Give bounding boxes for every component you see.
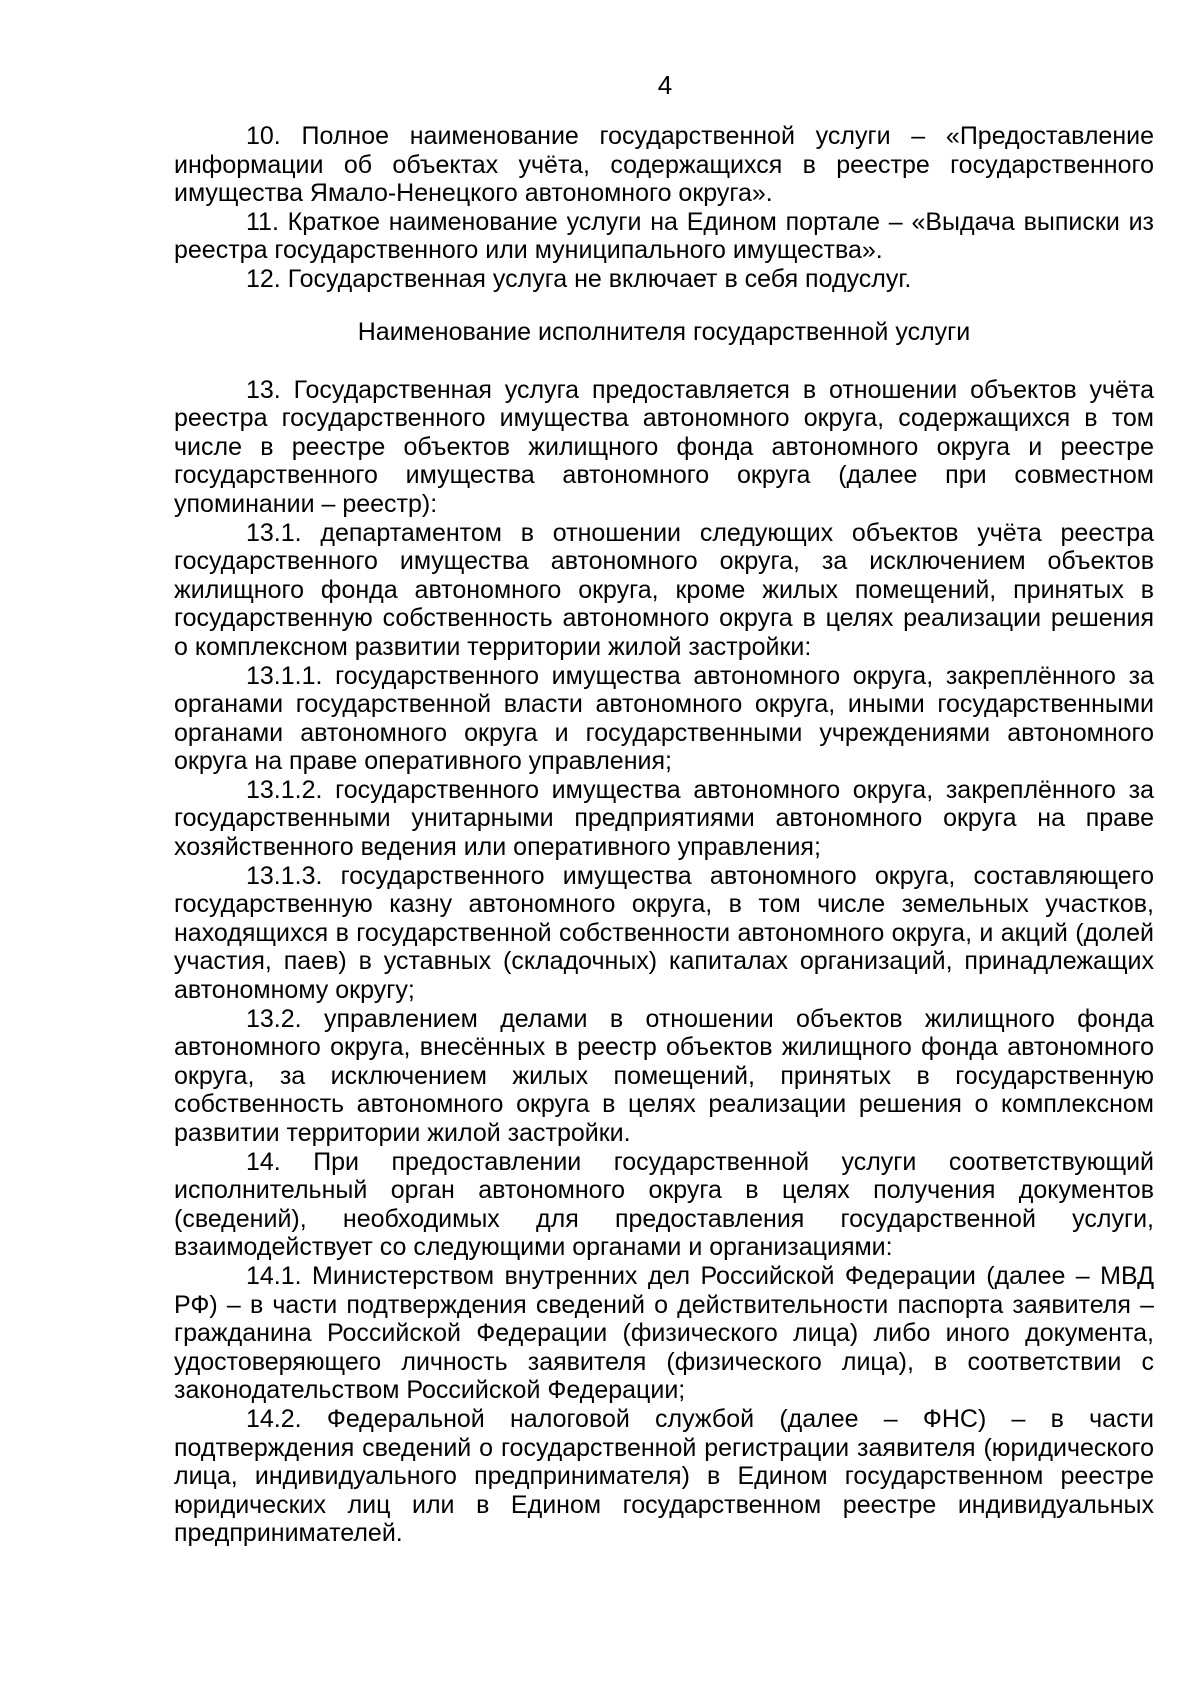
- paragraph-12: 12. Государственная услуга не включает в себя подуслуг.: [246, 264, 912, 293]
- paragraph-13-1-1: 13.1.1. государственного имущества автономного округа, закреплённого за органами государственной власти автономного округа, иными государственными органами автономного округа и государственными учреждениями автономного округа на праве оперативного управления;: [174, 661, 1154, 776]
- paragraph-13: 13. Государственная услуга предоставляется в отношении объектов учёта реестра государственного имущества автономного округа, содержащихся в том числе в реестре объектов жилищного фонда автономного округа и реестре государственного имущества автономного округа (далее при совместном упоминании – реестр):: [174, 375, 1154, 518]
- paragraph-13-1: 13.1. департаментом в отношении следующих объектов учёта реестра государственного имущества автономного округа, за исключением объектов жилищного фонда автономного округа, кроме жилых помещений, принятых в государственную собственность автономного округа в целях реализации решения о комплексном развитии территории жилой застройки:: [174, 518, 1154, 661]
- paragraph-10: 10. Полное наименование государственной услуги – «Предоставление информации об объектах учёта, содержащихся в реестре государственного имущества Ямало-Ненецкого автономного округа».: [174, 122, 1154, 208]
- section-heading: Наименование исполнителя государственной услуги: [357, 317, 971, 346]
- document-body: [174, 122, 1154, 1548]
- paragraph-13-2: 13.2. управлением делами в отношении объектов жилищного фонда автономного округа, внесённых в реестр объектов жилищного фонда автономного округа, за исключением жилых помещений, принятых в государственную собственность автономного округа в целях реализации решения о комплексном развитии территории жилой застройки.: [174, 1004, 1154, 1147]
- paragraph-11: 11. Краткое наименование услуги на Едином портале – «Выдача выписки из реестра государственного или муниципального имущества».: [174, 207, 1154, 265]
- paragraph-14-1: 14.1. Министерством внутренних дел Российской Федерации (далее – МВД РФ) – в части подтверждения сведений о действительности паспорта заявителя – гражданина Российской Федерации (физического лица) либо иного документа, удостоверяющего личность заявителя (физического лица), в соответствии с законодательством Российской Федерации;: [174, 1261, 1154, 1405]
- page-number: 4: [657, 70, 673, 100]
- paragraph-13-1-3: 13.1.3. государственного имущества автономного округа, составляющего государственную казну автономного округа, в том числе земельных участков, находящихся в государственной собственности автономного округа, и акций (долей участия, паев) в уставных (складочных) капиталах организаций, принадлежащих автономному округу;: [174, 861, 1154, 1005]
- paragraph-14: 14. При предоставлении государственной услуги соответствующий исполнительный орган автономного округа в целях получения документов (сведений), необходимых для предоставления государственной услуги, взаимодействует со следующими органами и организациями:: [174, 1147, 1154, 1262]
- paragraph-14-2: 14.2. Федеральной налоговой службой (далее – ФНС) – в части подтверждения сведений о государственной регистрации заявителя (юридического лица, индивидуального предпринимателя) в Едином государственном реестре юридических лиц или в Едином государственном реестре индивидуальных предпринимателей.: [174, 1404, 1154, 1548]
- paragraph-13-1-2: 13.1.2. государственного имущества автономного округа, закреплённого за государственными унитарными предприятиями автономного округа на праве хозяйственного ведения или оперативного управления;: [174, 775, 1154, 862]
